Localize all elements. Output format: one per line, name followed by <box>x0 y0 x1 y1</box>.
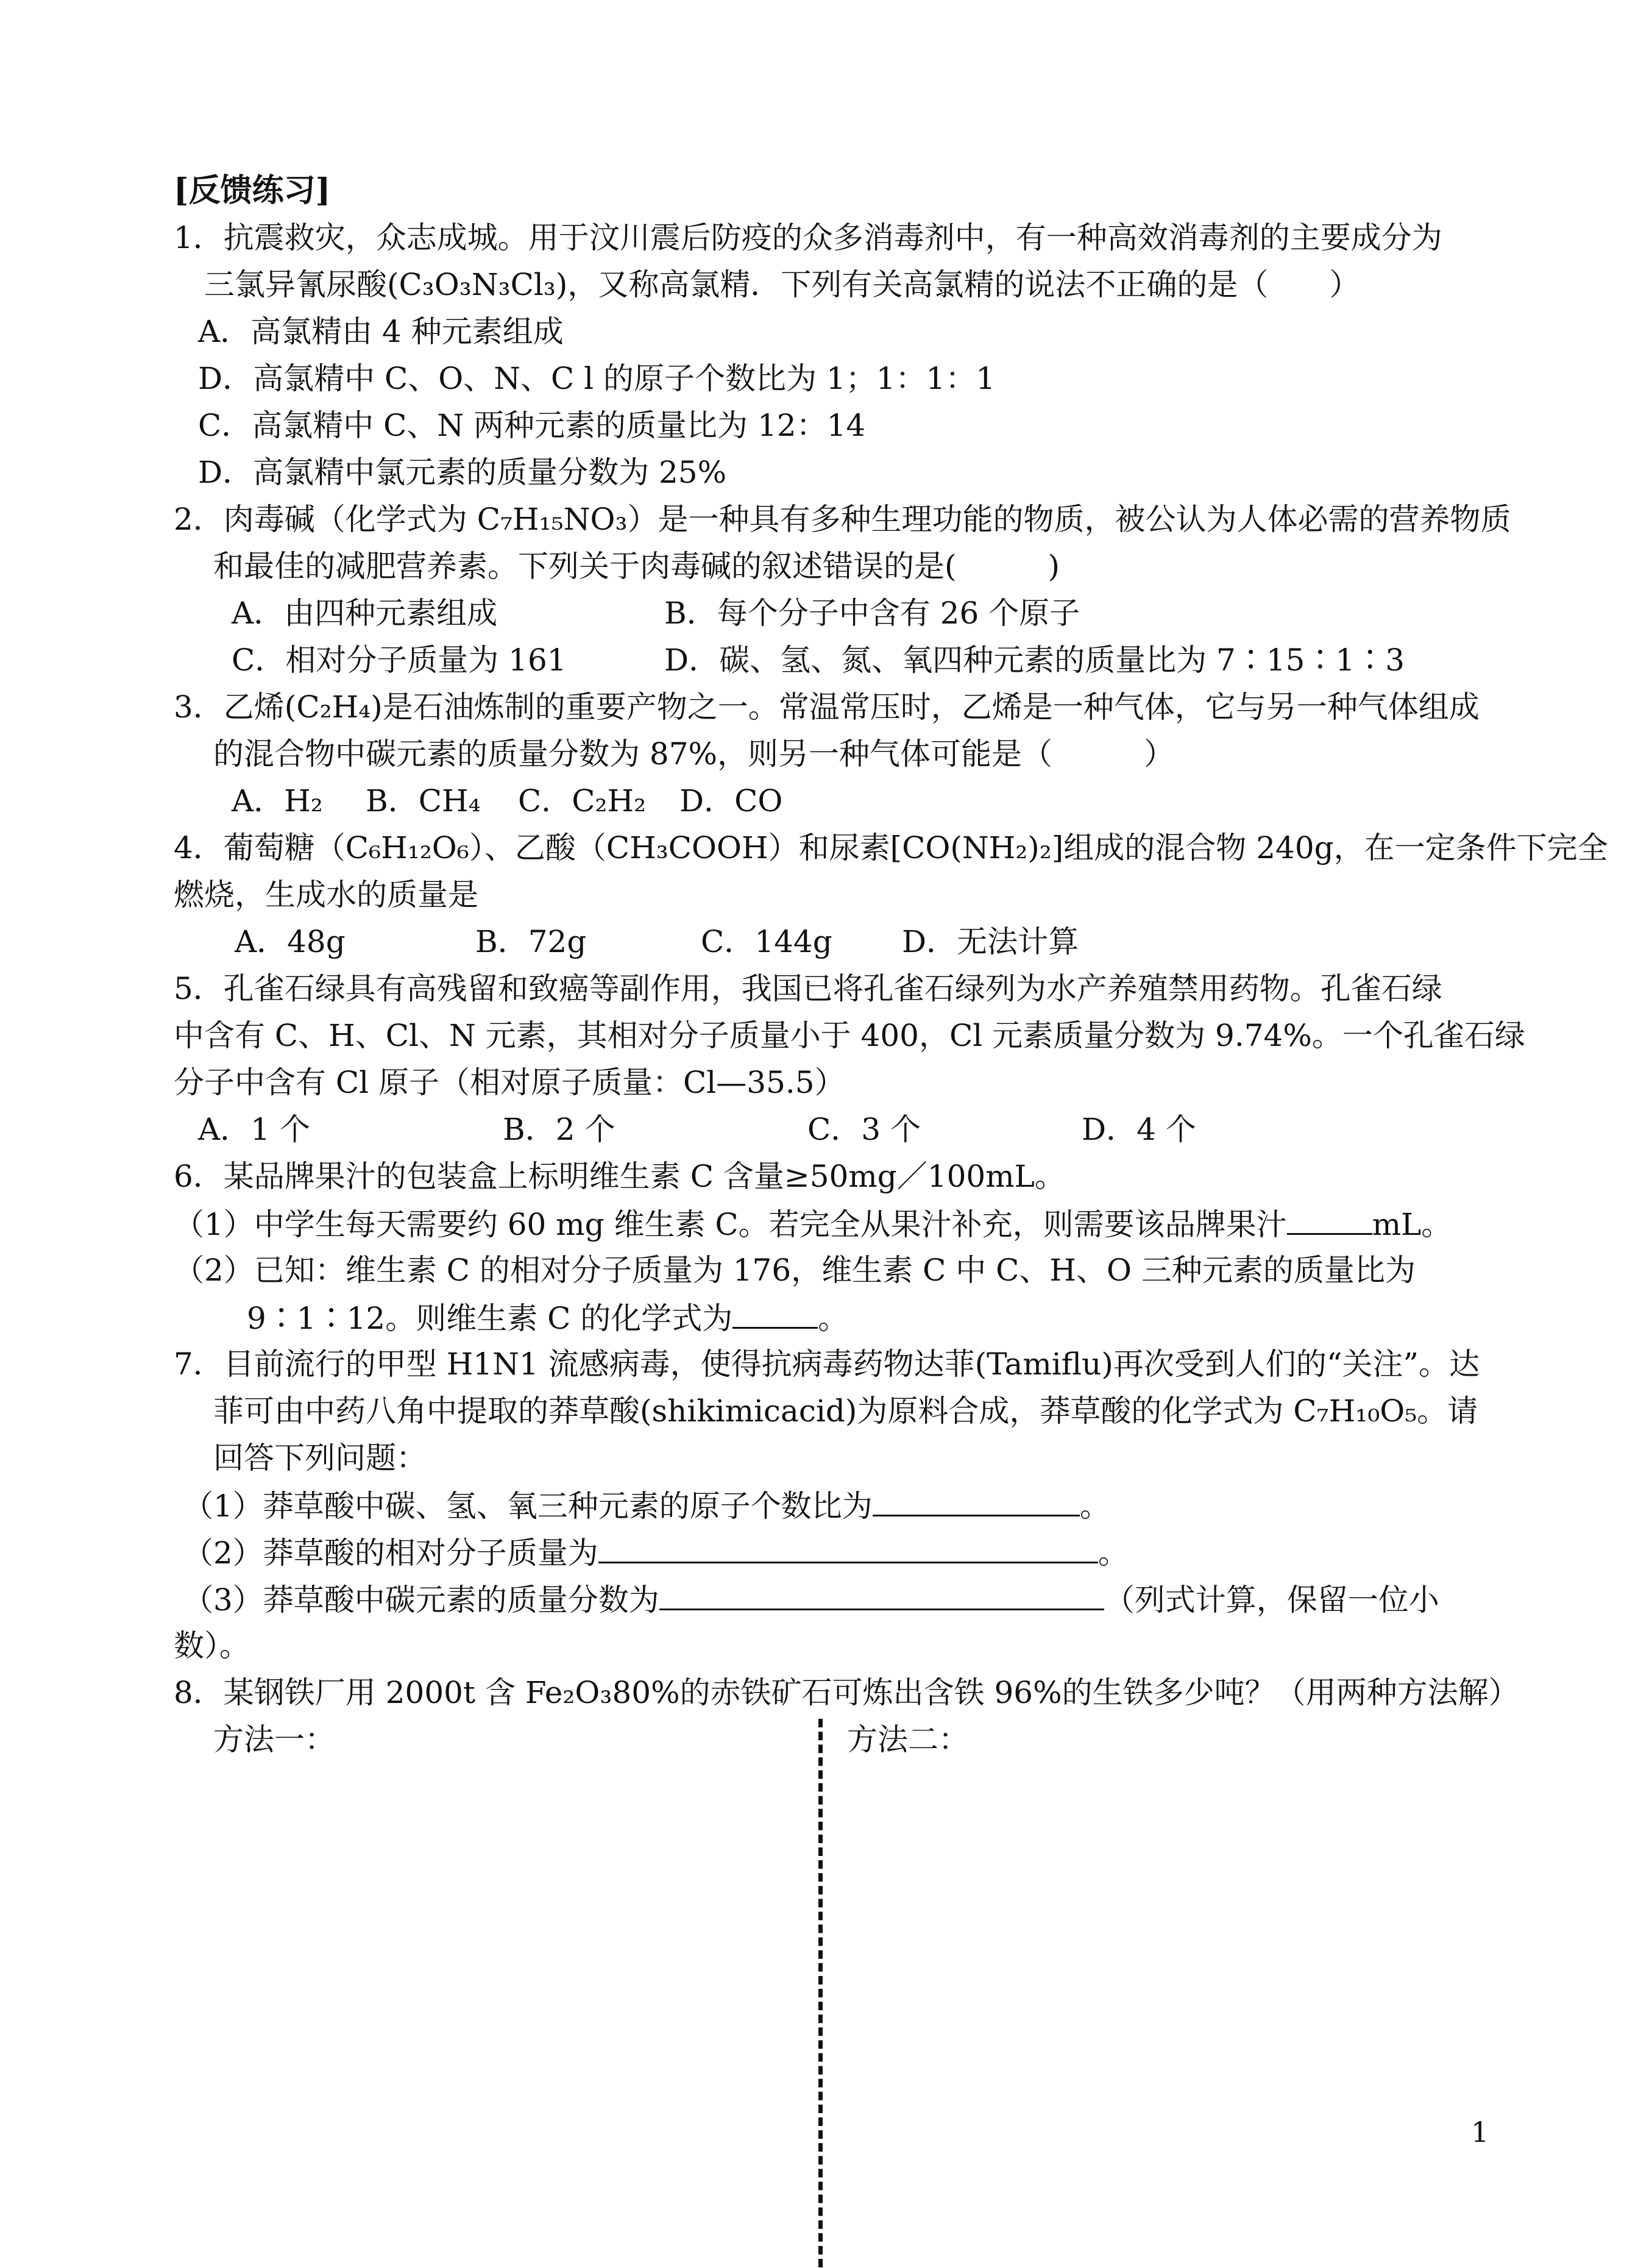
q1-stem-line2: 三氯异氰尿酸(C₃O₃N₃Cl₃)，又称高氯精．下列有关高氯精的说法不正确的是（ ） <box>204 267 1360 302</box>
q1-option: D．高氯精中氯元素的质量分数为 25% <box>198 455 727 490</box>
q5-stem-line3: 分子中含有 Cl 原子（相对原子质量：Cl—35.5） <box>174 1065 845 1100</box>
q7-sub1-answer-blank[interactable] <box>873 1487 1080 1516</box>
q7-stem-line2: 菲可由中药八角中提取的莽草酸(shikimicacid)为原料合成，莽草酸的化学式为 C₇H₁₀O₅。请 <box>213 1393 1478 1429</box>
q7-sub1 <box>183 1487 1110 1524</box>
q6-sub1-unit: mL。 <box>1372 1207 1452 1242</box>
q6-sub2-line1: （2）已知：维生素 C 的相对分子质量为 176，维生素 C 中 C、H、O 三种元素的质量比为 <box>174 1253 1416 1288</box>
q6-sub2-text: 9∶1∶12。则维生素 C 的化学式为 <box>247 1301 733 1336</box>
q7-sub1-text: （1）莽草酸中碳、氢、氧三种元素的原子个数比为 <box>183 1488 873 1524</box>
q4-option: D．无法计算 <box>902 924 1079 959</box>
q3-option: B．CH₄ <box>366 783 481 819</box>
q7-sub1-end: 。 <box>1079 1488 1110 1524</box>
q7-sub2-end: 。 <box>1097 1535 1129 1571</box>
q7-sub2-text: （2）莽草酸的相对分子质量为 <box>183 1535 598 1571</box>
q2-option: D．碳、氢、氮、氧四种元素的质量比为 7∶15∶1∶3 <box>664 642 1405 678</box>
q3-stem-line2: 的混合物中碳元素的质量分数为 87%，则另一种气体可能是（ ） <box>213 736 1175 772</box>
q1-stem-line1: 1．抗震救灾，众志成城。用于汶川震后防疫的众多消毒剂中，有一种高效消毒剂的主要成分为 <box>174 220 1442 255</box>
q5-option: D．4 个 <box>1082 1112 1196 1147</box>
q8-method-two-label: 方法二： <box>847 1722 969 1757</box>
q5-option: A．1 个 <box>198 1112 310 1147</box>
q2-option: C．相对分子质量为 161 <box>232 642 567 678</box>
q7-sub3-answer-blank[interactable] <box>659 1580 1104 1610</box>
method-divider-line <box>818 1719 823 2267</box>
page-number: 1 <box>1471 2116 1489 2149</box>
q4-stem-line2: 燃烧，生成水的质量是 <box>174 877 478 912</box>
q4-option: C．144g <box>701 924 832 959</box>
section-heading: [反馈练习] <box>174 172 331 209</box>
q1-option: C．高氯精中 C、N 两种元素的质量比为 12：14 <box>198 408 866 443</box>
q7-sub3 <box>183 1580 1439 1618</box>
q8-method-one-label: 方法一： <box>213 1722 335 1757</box>
q6-sub1-answer-blank[interactable] <box>1287 1205 1372 1235</box>
q5-stem-line2: 中含有 C、H、Cl、N 元素，其相对分子质量小于 400，Cl 元素质量分数为 9.74%。一个孔雀石绿 <box>174 1018 1525 1053</box>
q6-sub1 <box>174 1205 1452 1243</box>
q7-sub2 <box>183 1534 1129 1571</box>
q4-option: A．48g <box>235 924 346 959</box>
q5-stem-line1: 5．孔雀石绿具有高残留和致癌等副作用，我国已将孔雀石绿列为水产养殖禁用药物。孔雀石绿 <box>174 971 1442 1006</box>
q2-option: A．由四种元素组成 <box>232 595 498 631</box>
q3-option: A．H₂ <box>232 783 323 819</box>
q6-sub2-end: 。 <box>818 1301 849 1336</box>
q7-sub3-line2: 数）。 <box>174 1628 250 1663</box>
q7-stem-line3: 回答下列问题： <box>213 1440 427 1476</box>
q6-sub2-answer-blank[interactable] <box>732 1299 818 1329</box>
q3-option: C．C₂H₂ <box>518 783 647 819</box>
q2-option: B．每个分子中含有 26 个原子 <box>664 595 1080 631</box>
q7-sub3-text: （3）莽草酸中碳元素的质量分数为 <box>183 1582 659 1618</box>
q3-option: D．CO <box>679 783 783 819</box>
q3-stem-line1: 3．乙烯(C₂H₄)是石油炼制的重要产物之一。常温常压时，乙烯是一种气体，它与另一种气体组成 <box>174 689 1480 725</box>
q1-option: A．高氯精由 4 种元素组成 <box>198 314 564 349</box>
q7-sub2-answer-blank[interactable] <box>598 1534 1098 1563</box>
q6-sub2-line2 <box>247 1299 848 1337</box>
q8-stem: 8．某钢铁厂用 2000t 含 Fe₂O₃80%的赤铁矿石可炼出含铁 96%的生铁多少吨？（用两种方法解） <box>174 1675 1519 1710</box>
q7-sub3-note: （列式计算，保留一位小 <box>1104 1582 1439 1618</box>
q4-option: B．72g <box>475 924 587 959</box>
q2-stem-line2: 和最佳的减肥营养素。下列关于肉毒碱的叙述错误的是( ) <box>213 549 1060 584</box>
q6-sub1-text: （1）中学生每天需要约 60 mg 维生素 C。若完全从果汁补充，则需要该品牌果汁 <box>174 1207 1287 1242</box>
q1-option: D．高氯精中 C、O、N、C l 的原子个数比为 1；1：1：1 <box>198 361 996 396</box>
q4-stem-line1: 4．葡萄糖（C₆H₁₂O₆）、乙酸（CH₃COOH）和尿素[CO(NH₂)₂]组成的混合物 240g，在一定条件下完全 <box>174 830 1608 866</box>
q7-stem-line1: 7．目前流行的甲型 H1N1 流感病毒，使得抗病毒药物达菲(Tamiflu)再次受到人们的“关注”。达 <box>174 1346 1480 1382</box>
q5-option: C．3 个 <box>807 1112 921 1147</box>
q6-stem: 6．某品牌果汁的包装盒上标明维生素 C 含量≥50mg／100mL。 <box>174 1159 1065 1194</box>
q5-option: B．2 个 <box>503 1112 615 1147</box>
q2-stem-line1: 2．肉毒碱（化学式为 C₇H₁₅NO₃）是一种具有多种生理功能的物质，被公认为人体必需的营养物质 <box>174 502 1511 537</box>
